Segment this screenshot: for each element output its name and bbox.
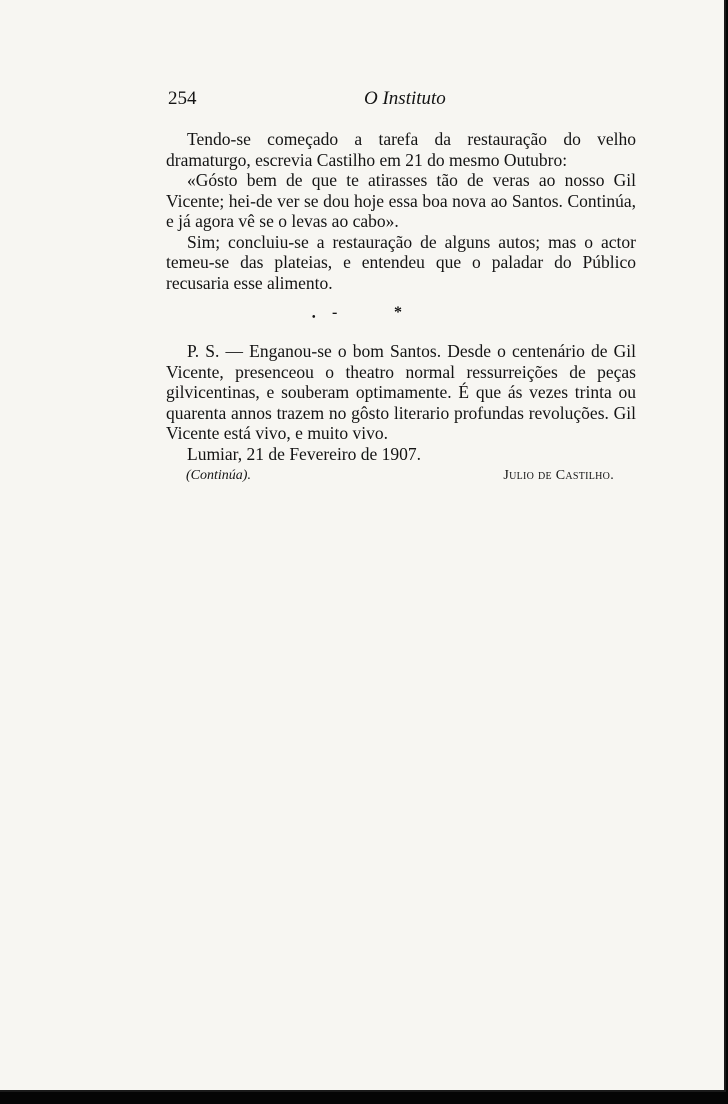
paragraph: Sim; concluiu-se a restauração de alguns autos; mas o actor temeu-se das plateias, e entendeu que o paladar do Público recusaria esse alimento.	[166, 231, 636, 293]
text-block-top	[166, 129, 636, 293]
running-title: O Instituto	[364, 88, 446, 109]
signoff	[186, 468, 614, 490]
page-number: 254	[168, 88, 197, 109]
ornament-dot: •	[312, 312, 316, 323]
page-header	[168, 88, 636, 114]
section-ornament	[300, 304, 410, 328]
author-signature: Julio de Castilho.	[503, 468, 614, 483]
ornament-dash: -	[332, 304, 338, 321]
paragraph: P. S. — Enganou-se o bom Santos. Desde o centenário de Gil Vicente, presenceou o theatro normal ressurreições de peças gilvicentinas, e souberam optimamente. É que ás vezes trinta ou quarenta annos trazem no gôsto literario profundas revoluções. Gil Vicente está vivo, e muito vivo.	[166, 341, 636, 443]
ornament-star: *	[394, 304, 402, 321]
dateline: Lumiar, 21 de Fevereiro de 1907.	[187, 443, 422, 464]
continua-note: (Continúa).	[186, 468, 251, 483]
text-block-postscript	[166, 341, 636, 464]
paragraph: Tendo-se começado a tarefa da restauração do velho dramaturgo, escrevia Castilho em 21 do mesmo Outubro:	[166, 129, 636, 170]
paragraph: «Gósto bem de que te atirasses tão de veras ao nosso Gil Vicente; hei-de ver se dou hoje essa boa nova ao Santos. Continúa, e já agora vê se o levas ao cabo».	[166, 170, 636, 231]
